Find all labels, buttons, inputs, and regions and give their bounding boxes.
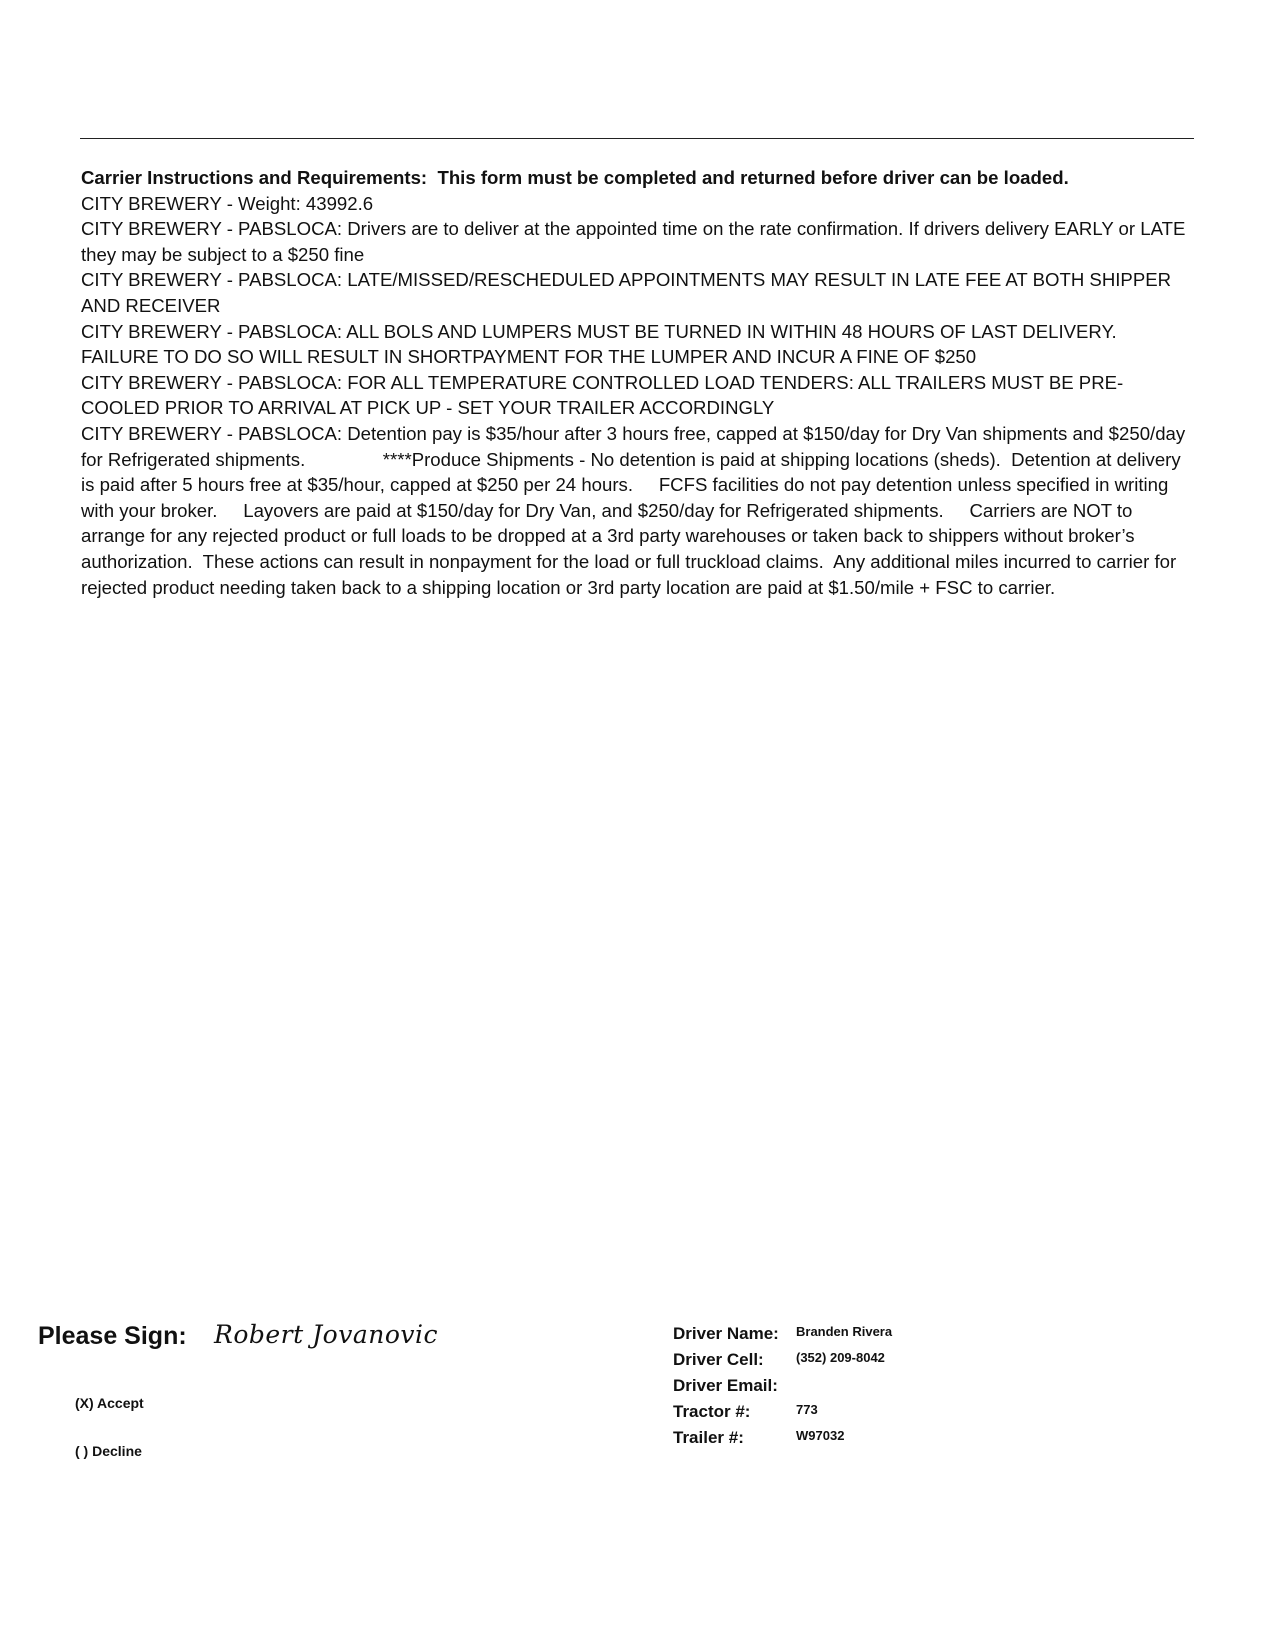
please-sign-label: Please Sign: (38, 1322, 187, 1350)
header-divider (80, 138, 1194, 139)
signature-field[interactable]: Robert Jovanovic (214, 1320, 438, 1349)
driver-name-value[interactable]: Branden Rivera (796, 1324, 893, 1339)
carrier-instructions (81, 165, 1191, 600)
instruction-line: CITY BREWERY - Weight: 43992.6 (81, 192, 374, 214)
driver-email-label: Driver Email: (673, 1376, 778, 1395)
trailer-label: Trailer #: (673, 1428, 744, 1447)
instruction-line: CITY BREWERY - PABSLOCA: ALL BOLS AND LUMPERS MUST BE TURNED IN WITHIN 48 HOURS OF LAST DELIVERY. FAILURE TO DO SO WILL RESULT IN SHORTPAYMENT FOR THE LUMPER AND INCUR A FINE OF $250 (81, 320, 1122, 368)
decline-option[interactable]: ( ) Decline (75, 1443, 142, 1459)
instruction-line: CITY BREWERY - PABSLOCA: LATE/MISSED/RESCHEDULED APPOINTMENTS MAY RESULT IN LATE FEE AT BOTH SHIPPER AND RECEIVER (81, 269, 1176, 316)
trailer-value[interactable]: W97032 (796, 1428, 845, 1443)
instruction-line: CITY BREWERY - PABSLOCA: Drivers are to deliver at the appointed time on the rate confirmation. If drivers delivery EARLY or LATE they may be subject to a $250 fine (81, 218, 1191, 265)
tractor-label: Tractor #: (673, 1402, 751, 1421)
instructions-heading: Carrier Instructions and Requirements: This form must be completed and returned before driver can be loaded. (81, 167, 1069, 188)
instruction-line: CITY BREWERY - PABSLOCA: FOR ALL TEMPERATURE CONTROLLED LOAD TENDERS: ALL TRAILERS MUST BE PRE-COOLED PRIOR TO ARRIVAL AT PICK UP - SET YOUR TRAILER ACCORDINGLY (81, 371, 1124, 419)
driver-cell-label: Driver Cell: (673, 1350, 764, 1369)
driver-cell-value[interactable]: (352) 209-8042 (796, 1350, 885, 1365)
instruction-line: CITY BREWERY - PABSLOCA: Detention pay is $35/hour after 3 hours free, capped at $150/day for Dry Van shipments and $250/day for Refrigerated shipments. ****Produce Shipments - No detention is paid at shipping locations (sheds). Detention at delivery is paid after 5 hours free at $35/hour, capped at $250 per 24 hours. FCFS facilities do not pay detention unless specified in writing with your broker. Layovers are paid at $150/day for Dry Van, and $250/day for Refrigerated shipments. Carriers are NOT to arrange for any rejected product or full loads to be dropped at a 3rd party warehouses or taken back to shippers without broker’s authorization. These actions can result in nonpayment for the load or full truckload claims. Any additional miles incurred to carrier for rejected product needing taken back to a shipping location or 3rd party location are paid at $1.50/mile + FSC to carrier. (81, 422, 1191, 598)
driver-name-label: Driver Name: (673, 1324, 779, 1343)
tractor-value[interactable]: 773 (796, 1402, 818, 1417)
accept-option[interactable]: (X) Accept (75, 1395, 144, 1411)
